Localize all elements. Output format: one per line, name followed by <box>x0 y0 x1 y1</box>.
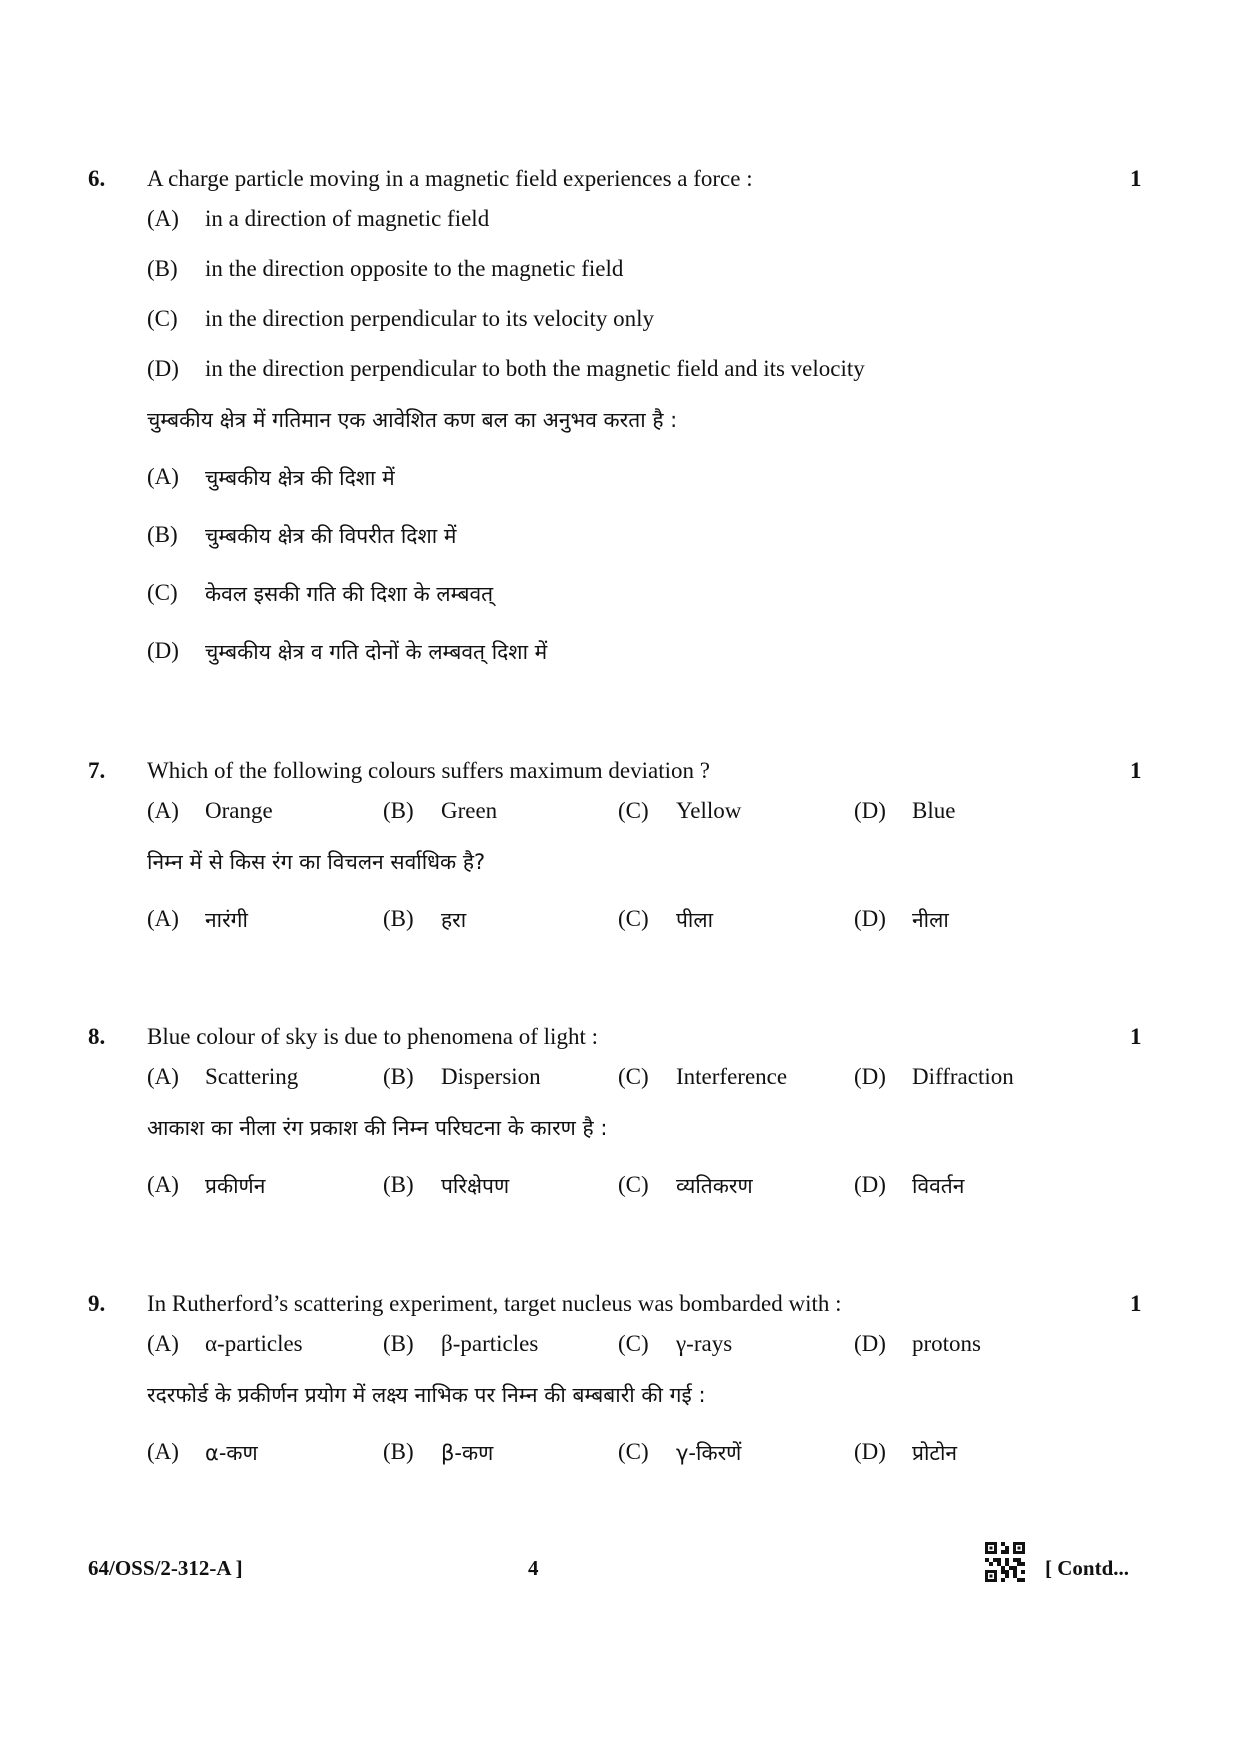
question-marks: 1 <box>1130 1291 1142 1316</box>
option-text: γ-किरणें <box>676 1441 742 1465</box>
option-text: in a direction of magnetic field <box>205 206 490 231</box>
option-text: चुम्बकीय क्षेत्र व गति दोनों के लम्बवत् दिशा में <box>205 640 548 664</box>
option-label: (C) <box>618 1172 649 1197</box>
option-c-hindi <box>0 580 1240 638</box>
option-label: (B) <box>147 522 178 547</box>
option-label: (D) <box>854 906 886 931</box>
option-label: (D) <box>854 1439 886 1464</box>
option-label: (C) <box>618 906 649 931</box>
option-text: Interference <box>676 1064 788 1089</box>
option-label: (D) <box>854 1331 886 1356</box>
options-row-hindi <box>0 1172 1240 1222</box>
question-number: 6. <box>88 166 106 191</box>
option-label: (D) <box>147 356 179 381</box>
option-label: (C) <box>618 798 649 823</box>
options-row-english <box>0 1064 1240 1114</box>
option-label: (D) <box>854 1172 886 1197</box>
option-label: (C) <box>147 306 178 331</box>
option-label: (C) <box>147 580 178 605</box>
option-text: in the direction perpendicular to its velocity only <box>205 306 655 331</box>
option-label: (B) <box>147 256 178 281</box>
question-text-hindi: चुम्बकीय क्षेत्र में गतिमान एक आवेशित कण बल का अनुभव करता है : <box>147 408 678 432</box>
option-text: प्रोटोन <box>912 1441 958 1465</box>
option-text: α-particles <box>205 1331 303 1356</box>
option-text: पीला <box>676 908 714 932</box>
option-label: (A) <box>147 464 179 489</box>
option-text: केवल इसकी गति की दिशा के लम्बवत् <box>205 582 494 606</box>
option-a-hindi <box>0 464 1240 522</box>
question-marks: 1 <box>1130 1024 1142 1049</box>
option-label: (B) <box>383 1172 414 1197</box>
option-label: (C) <box>618 1331 649 1356</box>
option-label: (D) <box>147 638 179 663</box>
qr-code-icon <box>985 1542 1025 1582</box>
question-text-hindi-line <box>0 1114 1240 1172</box>
question-number: 9. <box>88 1291 106 1316</box>
options-row-hindi <box>0 906 1240 956</box>
option-text: विवर्तन <box>912 1174 965 1198</box>
question-8 <box>0 1024 1240 1222</box>
option-label: (A) <box>147 1331 179 1356</box>
option-d-hindi <box>0 638 1240 688</box>
option-text: in the direction opposite to the magnetic field <box>205 256 624 281</box>
option-a <box>0 206 1240 256</box>
page-footer <box>0 1542 1240 1592</box>
question-text-hindi: निम्न में से किस रंग का विचलन सर्वाधिक है? <box>147 850 486 874</box>
option-label: (B) <box>383 906 414 931</box>
question-number: 7. <box>88 758 106 783</box>
question-text-hindi-line <box>0 1381 1240 1439</box>
page-number: 4 <box>528 1556 539 1580</box>
option-b <box>0 256 1240 306</box>
option-label: (A) <box>147 1064 179 1089</box>
question-marks: 1 <box>1130 758 1142 783</box>
continued-marker: [ Contd... <box>1045 1556 1130 1580</box>
option-text: in the direction perpendicular to both the magnetic field and its velocity <box>205 356 865 381</box>
option-text: protons <box>912 1331 981 1356</box>
question-text: In Rutherford’s scattering experiment, target nucleus was bombarded with : <box>147 1291 842 1316</box>
option-label: (D) <box>854 1064 886 1089</box>
option-text: γ-rays <box>676 1331 733 1356</box>
option-text: α-कण <box>205 1441 258 1465</box>
question-6 <box>0 166 1240 688</box>
option-text: Yellow <box>676 798 742 823</box>
option-d <box>0 356 1240 406</box>
question-text-hindi: आकाश का नीला रंग प्रकाश की निम्न परिघटना के कारण है : <box>147 1116 608 1140</box>
option-label: (A) <box>147 906 179 931</box>
option-label: (A) <box>147 1439 179 1464</box>
question-text: Blue colour of sky is due to phenomena of light : <box>147 1024 598 1049</box>
question-text: A charge particle moving in a magnetic field experiences a force : <box>147 166 753 191</box>
option-label: (A) <box>147 1172 179 1197</box>
options-row-english <box>0 1331 1240 1381</box>
paper-code: 64/OSS/2-312-A ] <box>88 1556 243 1580</box>
options-row-hindi <box>0 1439 1240 1489</box>
option-text: Diffraction <box>912 1064 1014 1089</box>
question-text-hindi: रदरफोर्ड के प्रकीर्णन प्रयोग में लक्ष्य नाभिक पर निम्न की बम्बबारी की गई : <box>147 1383 706 1407</box>
option-text: Dispersion <box>441 1064 541 1089</box>
question-text-hindi-line <box>0 848 1240 906</box>
option-text: हरा <box>441 908 467 932</box>
option-label: (B) <box>383 1439 414 1464</box>
option-text: चुम्बकीय क्षेत्र की दिशा में <box>205 466 395 490</box>
option-label: (C) <box>618 1064 649 1089</box>
option-text: Scattering <box>205 1064 299 1089</box>
option-text: नारंगी <box>205 908 248 932</box>
option-text: नीला <box>912 908 949 932</box>
option-label: (A) <box>147 798 179 823</box>
option-text: Orange <box>205 798 273 823</box>
option-text: परिक्षेपण <box>441 1174 510 1198</box>
question-text-hindi-line <box>0 406 1240 464</box>
question-text: Which of the following colours suffers maximum deviation ? <box>147 758 710 783</box>
option-c <box>0 306 1240 356</box>
question-number: 8. <box>88 1024 106 1049</box>
option-text: चुम्बकीय क्षेत्र की विपरीत दिशा में <box>205 524 457 548</box>
option-label: (B) <box>383 1064 414 1089</box>
question-marks: 1 <box>1130 166 1142 191</box>
options-row-english <box>0 798 1240 848</box>
question-9 <box>0 1291 1240 1489</box>
question-line <box>0 1024 1240 1064</box>
option-label: (B) <box>383 798 414 823</box>
option-text: Blue <box>912 798 956 823</box>
question-7 <box>0 758 1240 956</box>
option-text: Green <box>441 798 498 823</box>
option-text: β-कण <box>441 1441 494 1465</box>
question-line <box>0 1291 1240 1331</box>
option-b-hindi <box>0 522 1240 580</box>
option-label: (C) <box>618 1439 649 1464</box>
option-label: (B) <box>383 1331 414 1356</box>
question-line <box>0 758 1240 798</box>
option-text: प्रकीर्णन <box>205 1174 266 1198</box>
option-text: व्यतिकरण <box>676 1174 753 1198</box>
option-label: (A) <box>147 206 179 231</box>
option-text: β-particles <box>441 1331 539 1356</box>
question-line <box>0 166 1240 206</box>
option-label: (D) <box>854 798 886 823</box>
